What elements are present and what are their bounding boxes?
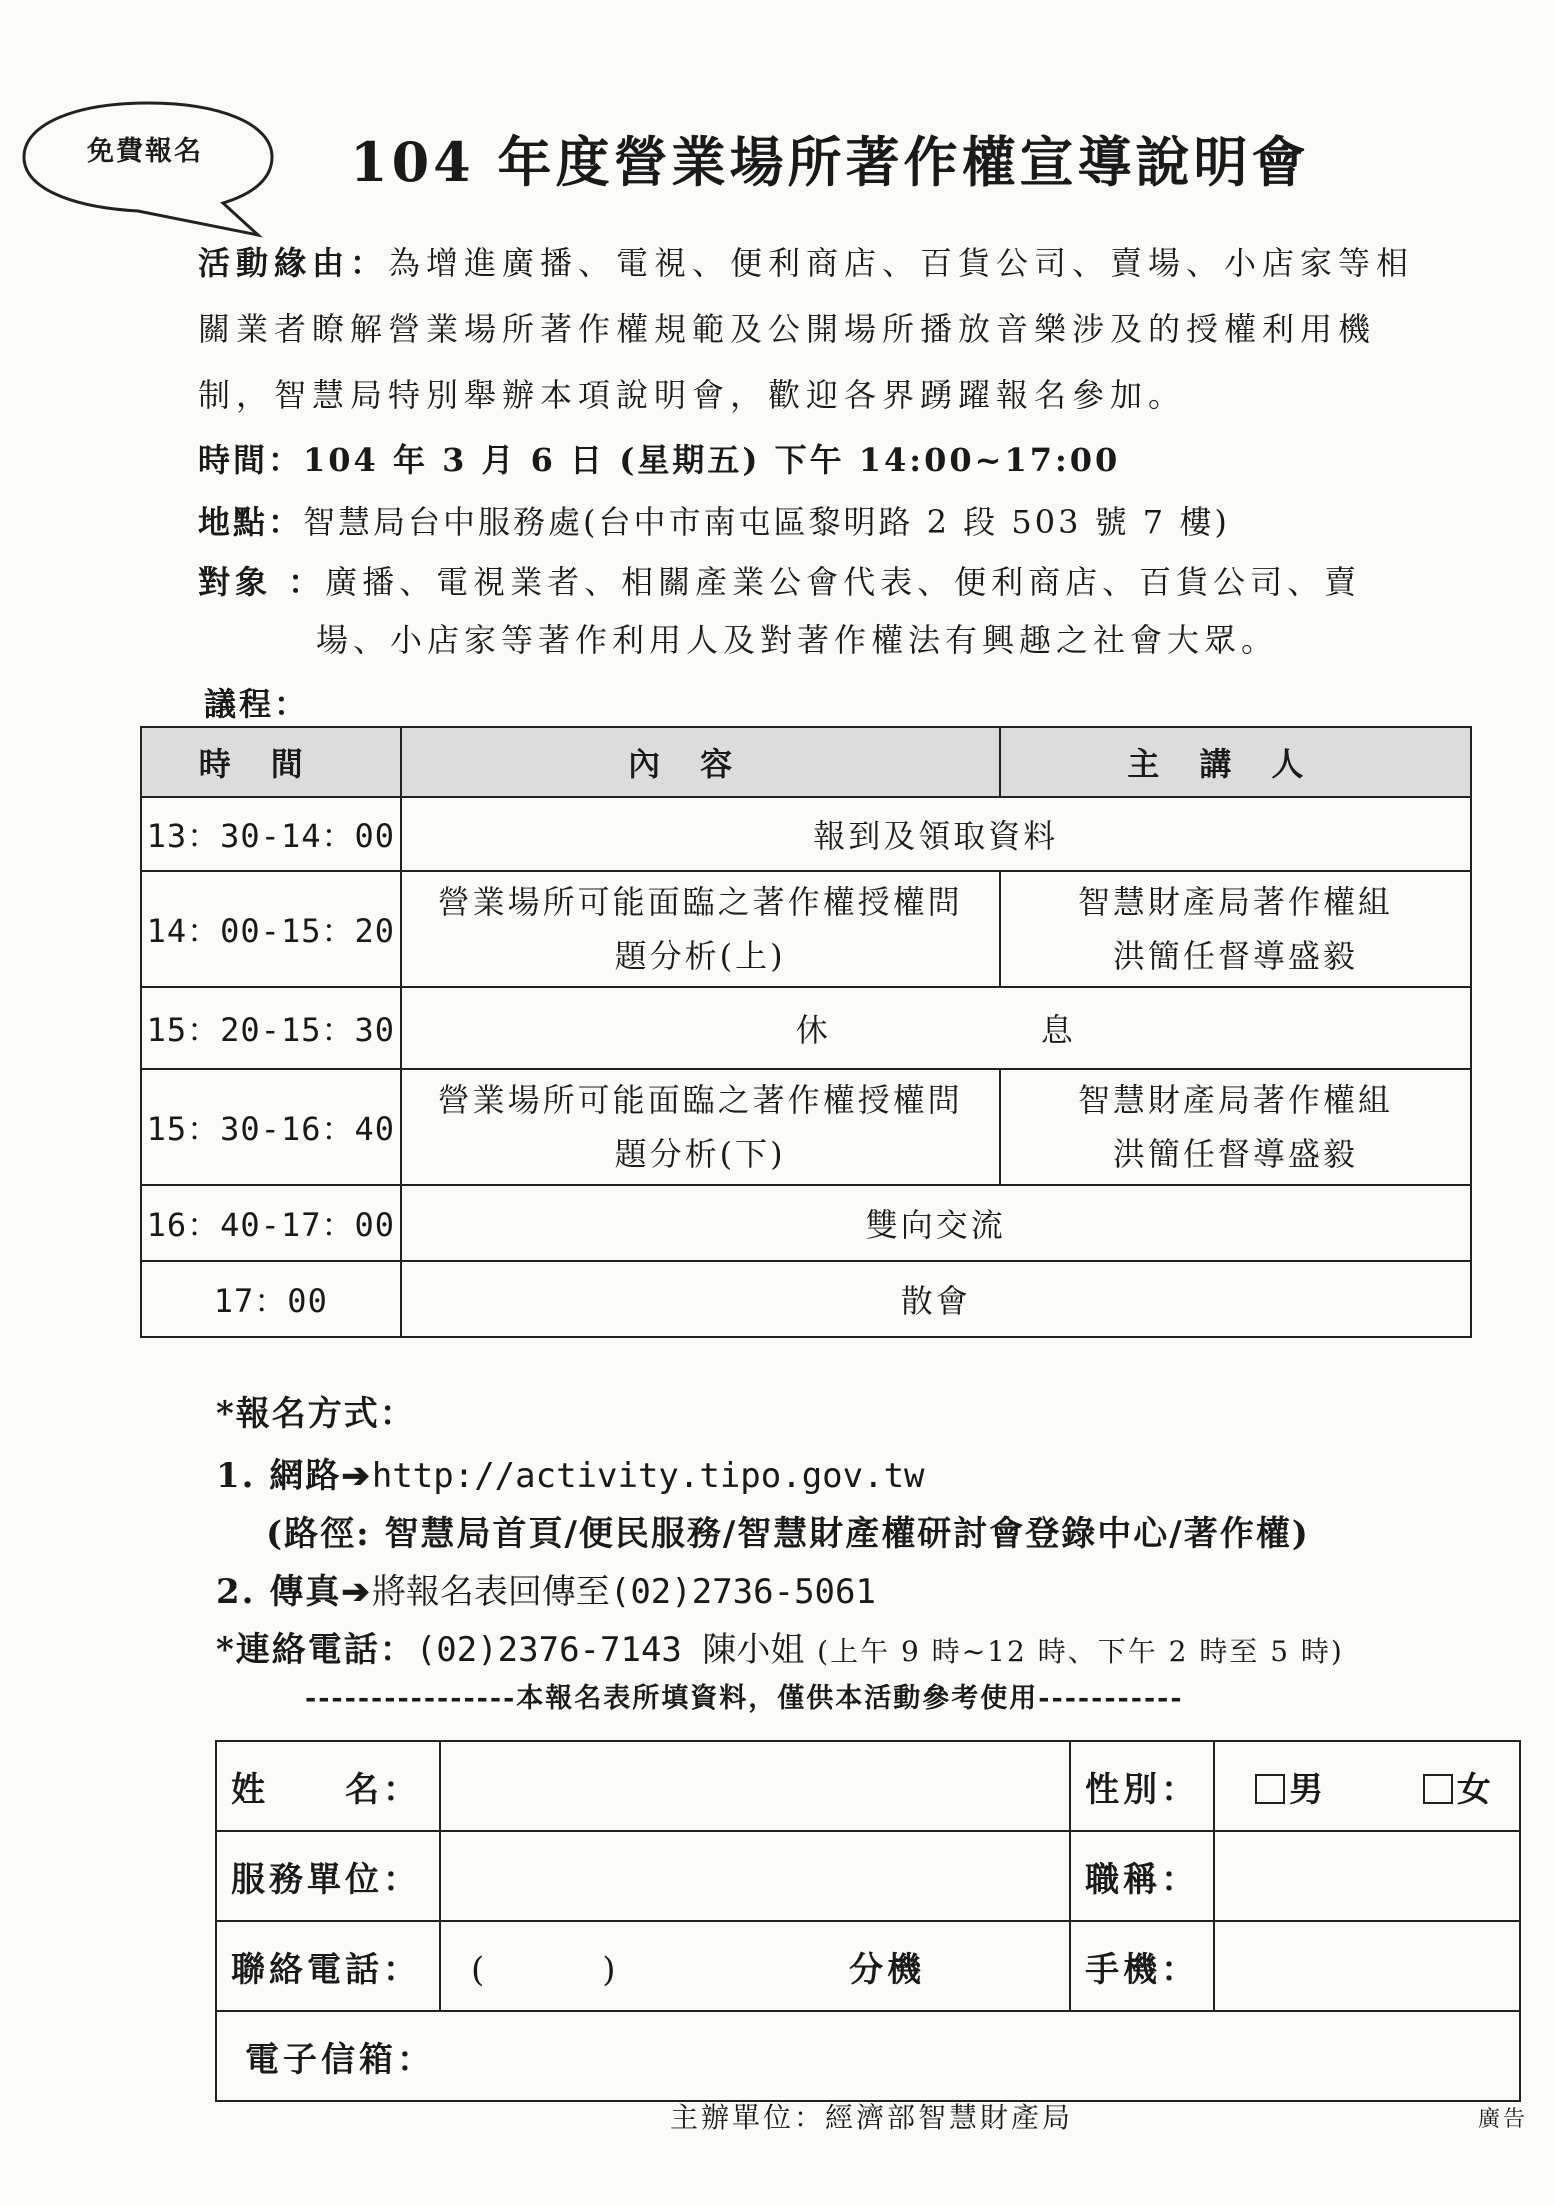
audience-row bbox=[198, 558, 1361, 606]
table-row bbox=[141, 1261, 1471, 1337]
audience-line-1: 廣播、電視業者、相關產業公會代表、便利商店、百貨公司、賣 bbox=[325, 563, 1362, 601]
contact-row bbox=[216, 1622, 1416, 1671]
arrow-right-icon: ➔ bbox=[341, 1456, 372, 1496]
purpose-label: 活動緣由： bbox=[198, 244, 389, 282]
row-content bbox=[401, 871, 1000, 987]
place-row bbox=[198, 498, 1230, 546]
registration-heading: *報名方式： bbox=[216, 1394, 416, 1434]
arrow-right-icon: ➔ bbox=[341, 1572, 372, 1612]
web-label: 1. 網路 bbox=[216, 1456, 342, 1496]
purpose-line-2: 關業者瞭解營業場所著作權規範及公開場所播放音樂涉及的授權利用機 bbox=[198, 310, 1377, 348]
ad-mark: 廣告 bbox=[1478, 2107, 1529, 2132]
email-label: 電子信箱： bbox=[245, 2039, 435, 2080]
free-registration-badge bbox=[18, 95, 278, 245]
audience-line-2: 場、小店家等著作利用人及對著作權法有興趣之社會大眾。 bbox=[316, 621, 1279, 659]
page-title: 104 年度營業場所著作權宣導說明會 bbox=[350, 130, 1310, 194]
audience-label: 對象 ： bbox=[198, 563, 326, 601]
row-time: 15：30-16：40 bbox=[141, 1069, 401, 1185]
extension-label: 分機 bbox=[849, 1949, 926, 1990]
area-code-paren: ( ) bbox=[470, 1949, 620, 1990]
row-time: 17：00 bbox=[141, 1261, 401, 1337]
speaker-line-1: 智慧財產局著作權組 bbox=[1077, 1081, 1393, 1119]
row-content-line-2: 題分析(上) bbox=[614, 937, 786, 975]
row-speaker bbox=[1000, 1069, 1471, 1185]
row-content-line-1: 營業場所可能面臨之著作權授權問 bbox=[437, 1081, 963, 1119]
row-content bbox=[401, 1069, 1000, 1185]
time-value: 104 年 3 月 6 日 (星期五) 下午 14:00~17:00 bbox=[303, 441, 1121, 479]
fax-text: 將報名表回傳至(02)2736-5061 bbox=[371, 1572, 876, 1612]
phone-label: 聯絡電話： bbox=[216, 1921, 440, 2011]
agenda-table bbox=[140, 726, 1472, 1338]
speaker-line-2: 洪簡任督導盛毅 bbox=[1112, 937, 1358, 975]
unit-field[interactable] bbox=[440, 1831, 1070, 1921]
purpose-line-1: 為增進廣播、電視、便利商店、百貨公司、賣場、小店家等相 bbox=[388, 244, 1415, 282]
mobile-field[interactable] bbox=[1214, 1921, 1520, 2011]
header-content: 內容 bbox=[401, 727, 1000, 797]
phone-field[interactable] bbox=[440, 1921, 1070, 2011]
registration-web bbox=[216, 1448, 1416, 1497]
row-content: 報到及領取資料 bbox=[401, 797, 1471, 871]
place-value: 智慧局台中服務處(台中市南屯區黎明路 2 段 503 號 7 樓) bbox=[303, 503, 1230, 541]
name-label: 姓 名： bbox=[216, 1741, 440, 1831]
gender-options bbox=[1214, 1741, 1520, 1831]
form-row-name bbox=[216, 1741, 1520, 1831]
registration-fax bbox=[216, 1564, 1416, 1613]
row-content: 散會 bbox=[401, 1261, 1471, 1337]
contact-value: (02)2376-7143 陳小姐 bbox=[415, 1630, 805, 1670]
name-field[interactable] bbox=[440, 1741, 1070, 1831]
form-row-unit bbox=[216, 1831, 1520, 1921]
place-label: 地點： bbox=[198, 503, 304, 541]
purpose-line-3: 制，智慧局特別舉辦本項說明會，歡迎各界踴躍報名參加。 bbox=[198, 376, 1187, 414]
table-row bbox=[141, 1185, 1471, 1261]
speaker-line-2: 洪簡任督導盛毅 bbox=[1112, 1135, 1358, 1173]
email-field[interactable] bbox=[216, 2011, 1520, 2101]
contact-label: *連絡電話： bbox=[216, 1630, 416, 1670]
gender-label: 性別： bbox=[1070, 1741, 1214, 1831]
male-checkbox[interactable] bbox=[1255, 1774, 1285, 1804]
time-row bbox=[198, 436, 1120, 484]
female-checkbox[interactable] bbox=[1423, 1774, 1453, 1804]
table-row bbox=[141, 797, 1471, 871]
table-row bbox=[141, 1069, 1471, 1185]
form-row-phone bbox=[216, 1921, 1520, 2011]
form-row-email bbox=[216, 2011, 1520, 2101]
job-title-field[interactable] bbox=[1214, 1831, 1520, 1921]
header-speaker: 主講人 bbox=[1000, 727, 1471, 797]
badge-text: 免費報名 bbox=[87, 136, 203, 167]
time-label: 時間： bbox=[198, 441, 304, 479]
table-row bbox=[141, 987, 1471, 1069]
job-title-label: 職稱： bbox=[1070, 1831, 1214, 1921]
row-time: 15：20-15：30 bbox=[141, 987, 401, 1069]
contact-hours: (上午 9 時~12 時、下午 2 時至 5 時) bbox=[817, 1635, 1344, 1668]
purpose-section bbox=[198, 230, 1418, 428]
fax-label: 2. 傳真 bbox=[216, 1572, 342, 1612]
organizer: 主辦單位：經濟部智慧財產局 bbox=[670, 2101, 1074, 2134]
web-url-link[interactable]: http://activity.tipo.gov.tw bbox=[371, 1456, 925, 1496]
row-time: 13：30-14：00 bbox=[141, 797, 401, 871]
female-label: 女 bbox=[1456, 1769, 1495, 1810]
agenda-header-row bbox=[141, 727, 1471, 797]
speech-bubble-icon bbox=[18, 95, 278, 245]
privacy-note: ----------------本報名表所填資料，僅供本活動參考使用----------- bbox=[305, 1683, 1184, 1714]
table-row bbox=[141, 871, 1471, 987]
web-path: (路徑: 智慧局首頁/便民服務/智慧財產權研討會登錄中心/著作權) bbox=[266, 1514, 1310, 1554]
male-label: 男 bbox=[1289, 1769, 1328, 1810]
row-content: 休 息 bbox=[401, 987, 1471, 1069]
mobile-label: 手機： bbox=[1070, 1921, 1214, 2011]
row-content-line-2: 題分析(下) bbox=[614, 1135, 786, 1173]
row-speaker bbox=[1000, 871, 1471, 987]
row-content: 雙向交流 bbox=[401, 1185, 1471, 1261]
row-content-line-1: 營業場所可能面臨之著作權授權問 bbox=[437, 883, 963, 921]
row-time: 16：40-17：00 bbox=[141, 1185, 401, 1261]
header-time: 時間 bbox=[141, 727, 401, 797]
unit-label: 服務單位： bbox=[216, 1831, 440, 1921]
agenda-label: 議程： bbox=[204, 685, 310, 723]
registration-form bbox=[215, 1740, 1521, 2102]
speaker-line-1: 智慧財產局著作權組 bbox=[1077, 883, 1393, 921]
row-time: 14：00-15：20 bbox=[141, 871, 401, 987]
